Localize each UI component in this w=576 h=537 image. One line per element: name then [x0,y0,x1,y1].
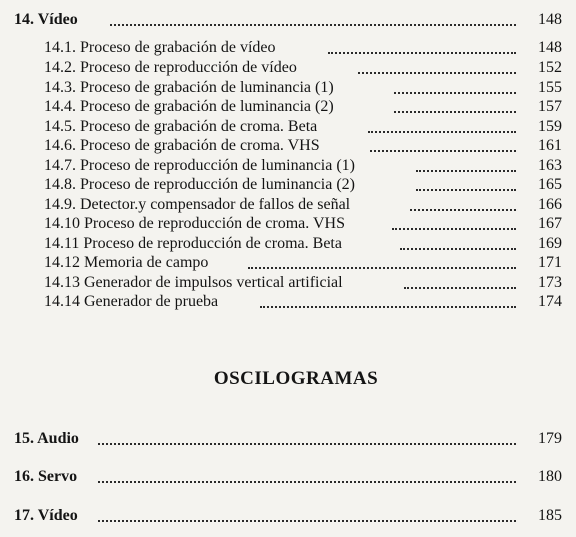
dot-leader [368,131,516,133]
page-number: 148 [538,11,562,28]
toc-item [0,97,576,117]
toc-item [0,58,576,78]
toc-item [0,195,576,215]
section-heading: OSCILOGRAMAS [213,368,379,389]
dot-leader [358,72,516,74]
dot-leader [394,111,516,113]
page-number: 169 [538,235,562,252]
dot-leader [248,267,516,269]
page-number: 155 [538,79,562,96]
toc-item [0,292,576,312]
item-title: 14.6. Proceso de grabación de croma. VHS [44,137,320,154]
dot-leader [98,481,516,483]
section-title: 16. Servo [14,468,78,485]
toc-section-15 [0,429,576,449]
item-title: 14.3. Proceso de grabación de luminancia (1) [44,79,334,96]
dot-leader [98,520,516,522]
item-title: 14.7. Proceso de reproducción de luminancia (1) [44,157,356,174]
toc-item [0,38,576,58]
item-title: 14.2. Proceso de reproducción de vídeo [44,59,297,76]
page-number: 174 [538,293,562,310]
toc-item [0,234,576,254]
toc-item [0,78,576,98]
dot-leader [404,287,516,289]
section-title: 15. Audio [14,430,79,447]
page-number: 167 [538,215,562,232]
dot-leader [110,24,516,26]
page-number: 171 [538,254,562,271]
dot-leader [416,170,516,172]
toc-item [0,214,576,234]
dot-leader [392,228,516,230]
dot-leader [370,150,516,152]
toc-item [0,253,576,273]
dot-leader [328,52,516,54]
item-title: 14.13 Generador de impulsos vertical artificial [44,274,343,291]
item-title: 14.9. Detector.y compensador de fallos de señal [44,196,351,213]
page-number: 180 [538,468,562,485]
dot-leader [260,306,516,308]
toc-section-14 [0,10,576,30]
item-title: 14.10 Proceso de reproducción de croma. VHS [44,215,345,232]
page-number: 159 [538,118,562,135]
page-number: 165 [538,176,562,193]
dot-leader [394,92,516,94]
page-number: 161 [538,137,562,154]
item-title: 14.14 Generador de prueba [44,293,219,310]
page-number: 185 [538,507,562,524]
page-number: 148 [538,39,562,56]
section-title: 17. Vídeo [14,507,78,524]
section-title: 14. Vídeo [14,11,78,28]
dot-leader [416,189,516,191]
page-number: 157 [538,98,562,115]
toc-item [0,175,576,195]
toc-item [0,136,576,156]
item-title: 14.12 Memoria de campo [44,254,209,271]
dot-leader [400,248,516,250]
toc-item [0,156,576,176]
item-title: 14.11 Proceso de reproducción de croma. Beta [44,235,342,252]
page-number: 166 [538,196,562,213]
toc-item [0,273,576,293]
page-number: 152 [538,59,562,76]
page-number: 173 [538,274,562,291]
page-number: 179 [538,430,562,447]
page-number: 163 [538,157,562,174]
toc-item [0,117,576,137]
item-title: 14.5. Proceso de grabación de croma. Beta [44,118,318,135]
toc-section-16 [0,467,576,487]
dot-leader [410,209,516,211]
item-title: 14.1. Proceso de grabación de vídeo [44,39,276,56]
item-title: 14.4. Proceso de grabación de luminancia (2) [44,98,334,115]
dot-leader [98,443,516,445]
item-title: 14.8. Proceso de reproducción de luminancia (2) [44,176,356,193]
toc-section-17 [0,506,576,526]
